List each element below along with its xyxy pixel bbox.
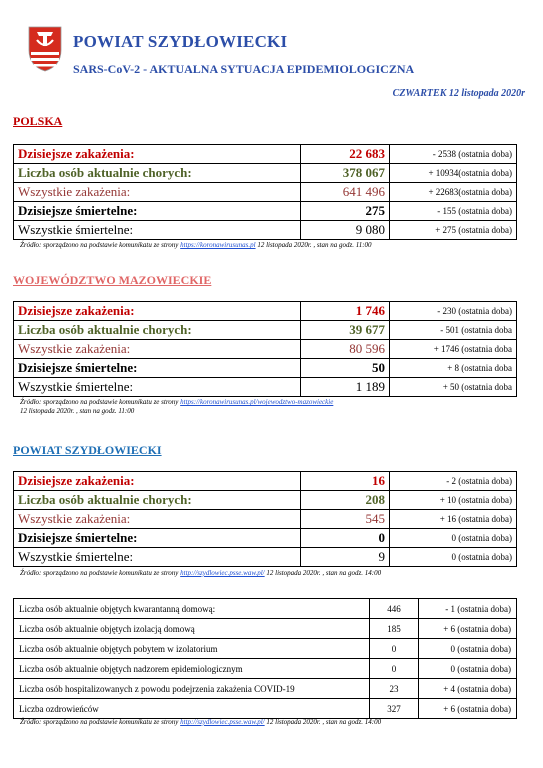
table-row (14, 659, 517, 679)
source-prefix: Źródło: sporządzono na podstawie komunikatu ze strony (20, 241, 181, 249)
row-label: Dzisiejsze śmiertelne: (14, 529, 301, 548)
table-row (14, 145, 517, 164)
row-change: + 4 (ostatnia doba) (419, 679, 517, 699)
row-change: - 155 (ostatnia doba) (390, 202, 517, 221)
row-change: 0 (ostatnia doba) (419, 659, 517, 679)
table-row (14, 472, 517, 491)
source-prefix: Źródło: sporządzono na podstawie komunikatu ze strony (20, 569, 181, 577)
table-row (14, 679, 517, 699)
row-value: 208 (301, 491, 390, 510)
source-suffix: 12 listopada 2020r. , stan na godz. 11:00 (255, 241, 372, 249)
row-value: 641 496 (301, 183, 390, 202)
section-title-polska: POLSKA (13, 114, 63, 128)
source-link[interactable]: http://szydlowiec.psse.waw.pl/ (180, 569, 265, 577)
row-change: + 10 (ostatnia doba) (390, 491, 517, 510)
table-row (14, 202, 517, 221)
row-label: Wszystkie zakażenia: (14, 340, 301, 359)
table-row (14, 599, 517, 619)
row-label: Wszystkie zakażenia: (14, 183, 301, 202)
report-date: CZWARTEK 12 listopada 2020r (392, 88, 525, 99)
table-row (14, 619, 517, 639)
row-value: 22 683 (301, 145, 390, 164)
row-value: 39 677 (301, 321, 390, 340)
row-label: Wszystkie śmiertelne: (14, 378, 301, 397)
source-note-mazowieckie (20, 398, 333, 416)
row-label: Liczba osób aktualnie chorych: (14, 164, 301, 183)
row-change: - 1 (ostatnia doba) (419, 599, 517, 619)
row-value: 0 (301, 529, 390, 548)
row-value: 1 746 (301, 302, 390, 321)
row-value: 50 (301, 359, 390, 378)
table-row (14, 699, 517, 719)
page-subtitle: SARS-CoV-2 - AKTUALNA SYTUACJA EPIDEMIOLOGICZNA (73, 62, 415, 76)
row-label: Wszystkie śmiertelne: (14, 221, 301, 240)
row-label: Liczba osób aktualnie chorych: (14, 321, 301, 340)
stats-table-powiat (13, 471, 517, 567)
row-change: + 8 (ostatnia doba (390, 359, 517, 378)
row-label: Dzisiejsze zakażenia: (14, 302, 301, 321)
table-row (14, 221, 517, 240)
table-row (14, 359, 517, 378)
row-value: 378 067 (301, 164, 390, 183)
section-title-powiat: POWIAT SZYDŁOWIECKI (13, 443, 162, 457)
source-prefix: Źródło: sporządzono na podstawie komunikatu ze strony (20, 718, 181, 726)
row-value: 23 (370, 679, 419, 699)
row-label: Dzisiejsze śmiertelne: (14, 359, 301, 378)
row-label: Dzisiejsze śmiertelne: (14, 202, 301, 221)
row-change: + 6 (ostatnia doba) (419, 619, 517, 639)
row-change: + 6 (ostatnia doba) (419, 699, 517, 719)
stats-table-extra (13, 598, 517, 719)
source-note-powiat (20, 569, 381, 578)
table-row (14, 164, 517, 183)
row-change: + 16 (ostatnia doba) (390, 510, 517, 529)
row-label: Wszystkie zakażenia: (14, 510, 301, 529)
row-change: - 2538 (ostatnia doba) (390, 145, 517, 164)
row-value: 80 596 (301, 340, 390, 359)
row-value: 545 (301, 510, 390, 529)
coat-of-arms-icon (28, 26, 62, 72)
source-link[interactable]: http://szydlowiec.psse.waw.pl/ (180, 718, 265, 726)
row-change: - 230 (ostatnia doba) (390, 302, 517, 321)
row-label: Liczba osób aktualnie objętych kwarantanną domową: (14, 599, 370, 619)
row-value: 16 (301, 472, 390, 491)
source-prefix: Źródło: sporządzono na podstawie komunikatu ze strony (20, 398, 181, 406)
row-label: Wszystkie śmiertelne: (14, 548, 301, 567)
row-label: Liczba osób aktualnie chorych: (14, 491, 301, 510)
table-row (14, 321, 517, 340)
page-header (28, 26, 528, 76)
row-change: + 1746 (ostatnia doba (390, 340, 517, 359)
row-value: 185 (370, 619, 419, 639)
table-row (14, 183, 517, 202)
page-title: POWIAT SZYDŁOWIECKI (73, 32, 288, 51)
row-change: + 275 (ostatnia doba) (390, 221, 517, 240)
section-title-mazowieckie: WOJEWÓDZTWO MAZOWIECKIE (13, 273, 212, 287)
row-change: + 50 (ostatnia doba (390, 378, 517, 397)
row-value: 9 (301, 548, 390, 567)
source-suffix: 12 listopada 2020r. , stan na godz. 14:00 (264, 569, 382, 577)
row-value: 275 (301, 202, 390, 221)
row-label: Liczba osób aktualnie objętych pobytem w izolatorium (14, 639, 370, 659)
row-change: - 2 (ostatnia doba) (390, 472, 517, 491)
source-suffix: 12 listopada 2020r. , stan na godz. 14:00 (264, 718, 382, 726)
table-row (14, 491, 517, 510)
table-row (14, 510, 517, 529)
table-row (14, 529, 517, 548)
row-change: 0 (ostatnia doba) (390, 529, 517, 548)
source-note-polska (20, 241, 372, 250)
stats-table-polska (13, 144, 517, 240)
row-change: 0 (ostatnia doba) (390, 548, 517, 567)
row-value: 0 (370, 659, 419, 679)
row-label: Liczba ozdrowieńców (14, 699, 370, 719)
row-change: 0 (ostatnia doba) (419, 639, 517, 659)
source-link[interactable]: https://koronawirusunas.pl (180, 241, 256, 249)
source-link[interactable]: https://koronawirusunas.pl/wojewodztwo-mazowieckie (180, 398, 334, 406)
row-value: 0 (370, 639, 419, 659)
row-value: 9 080 (301, 221, 390, 240)
row-change: + 22683(ostatnia doba) (390, 183, 517, 202)
row-label: Liczba osób aktualnie objętych izolacją domową (14, 619, 370, 639)
stats-table-mazowieckie (13, 301, 517, 397)
row-label: Liczba osób aktualnie objętych nadzorem epidemiologicznym (14, 659, 370, 679)
row-value: 1 189 (301, 378, 390, 397)
row-label: Dzisiejsze zakażenia: (14, 145, 301, 164)
source-note-extra (20, 718, 381, 727)
table-row (14, 378, 517, 397)
row-change: + 10934(ostatnia doba) (390, 164, 517, 183)
table-row (14, 302, 517, 321)
row-value: 446 (370, 599, 419, 619)
row-label: Liczba osób hospitalizowanych z powodu podejrzenia zakażenia COVID-19 (14, 679, 370, 699)
row-value: 327 (370, 699, 419, 719)
table-row (14, 340, 517, 359)
row-change: - 501 (ostatnia doba (390, 321, 517, 340)
row-label: Dzisiejsze zakażenia: (14, 472, 301, 491)
table-row (14, 639, 517, 659)
table-row (14, 548, 517, 567)
source-suffix: 12 listopada 2020r. , stan na godz. 11:00 (20, 407, 135, 415)
